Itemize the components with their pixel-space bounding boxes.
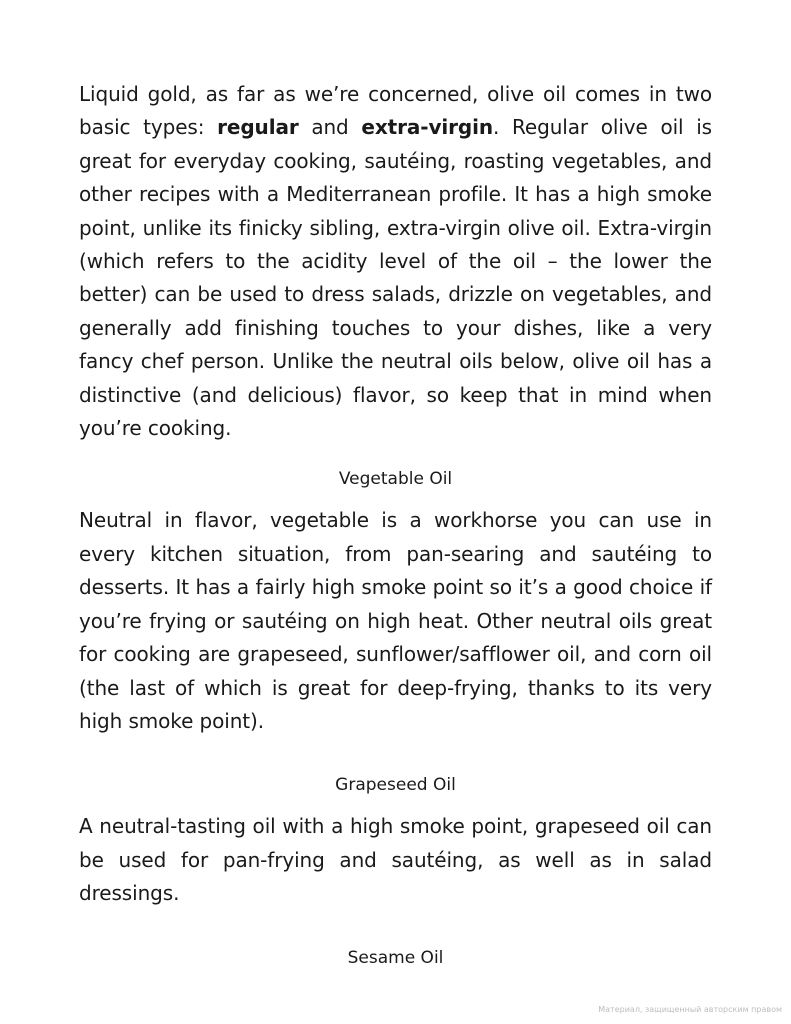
grapeseed-oil-paragraph: A neutral-tasting oil with a high smoke point, grapeseed oil can be used for pan-frying and sautéing, as well as in salad dressings.: [79, 814, 712, 906]
olive-intro-text: Liquid gold, as far as we’re concerned, olive oil comes in two basic types:: [79, 82, 712, 140]
olive-rest-text: . Regular olive oil is great for everyday cooking, sautéing, roasting vegetables, and other recipes with a Mediterranean profile. It has a high smoke point, unlike its finicky sibling, extra-virgin olive oil. Extra-virgin (which refers to the acidity level of the oil – the lower the better) can be used to dress salads, drizzle on vegetables, and generally add finishing touches to your dishes, like a very fancy chef person. Unlike the neutral oils below, olive oil has a distinctive (and delicious) flavor, so keep that in mind when you’re cooking.: [79, 115, 712, 441]
grapeseed-oil-heading: Grapeseed Oil: [335, 775, 456, 796]
regular-bold-term: regular: [217, 115, 299, 140]
page-content: [79, 78, 712, 969]
olive-oil-paragraph: [79, 78, 712, 445]
vegetable-oil-paragraph: Neutral in flavor, vegetable is a workhorse you can use in every kitchen situation, from pan-searing and sautéing to desserts. It has a fairly high smoke point so it’s a good choice if you’re frying or sautéing on high heat. Other neutral oils great for cooking are grapeseed, sunflower/safflower oil, and corn oil (the last of which is great for deep-frying, thanks to its very high smoke point).: [79, 508, 712, 733]
olive-and-text: and: [298, 115, 362, 140]
copyright-watermark: Материал, защищенный авторским правом: [598, 1005, 782, 1014]
sesame-oil-heading: Sesame Oil: [347, 947, 444, 968]
vegetable-oil-heading: Vegetable Oil: [338, 469, 453, 490]
extra-virgin-bold-term: extra-virgin: [361, 115, 494, 140]
